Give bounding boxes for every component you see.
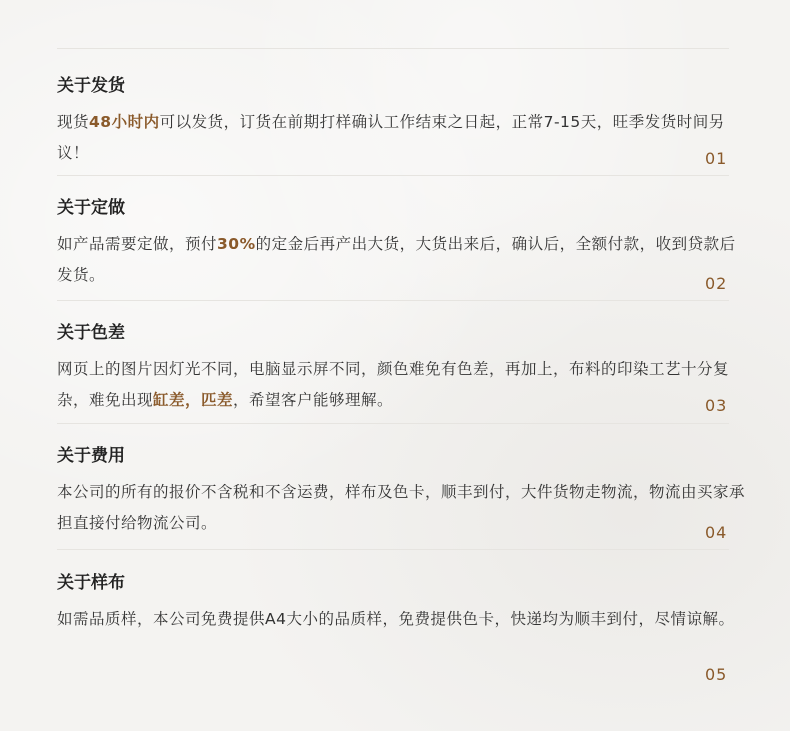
section-body	[57, 107, 747, 169]
divider	[57, 175, 729, 176]
body-highlight: 30%	[217, 235, 256, 253]
body-text: ，希望客户能够理解。	[233, 391, 394, 409]
section-number: 03	[705, 396, 728, 415]
section-samples	[57, 572, 747, 635]
body-text: 网页上的图片因灯光不同，电脑显示屏不同，颜色难免有色差，再加上，布料的印染工艺十分复杂，难免出现	[57, 360, 730, 409]
body-text: 的定金后再产出大货，大货出来后，确认后，全额付款，收到贷款后发货。	[57, 235, 736, 284]
section-body	[57, 477, 747, 539]
section-custom-order	[57, 197, 747, 291]
section-number: 05	[705, 665, 728, 684]
body-text: 如产品需要定做，预付	[57, 235, 218, 253]
divider	[57, 48, 729, 49]
section-body	[57, 354, 747, 416]
body-text: 可以发货，订货在前期打样确认工作结束之日起，正常7-15天，旺季发货时间另议！	[57, 113, 725, 162]
section-title: 关于样布	[57, 573, 125, 593]
section-title: 关于定做	[57, 198, 125, 218]
section-title: 关于费用	[57, 446, 125, 466]
body-highlight: 48小时内	[89, 113, 160, 131]
body-text: 本公司的所有的报价不含税和不含运费，样布及色卡，顺丰到付，大件货物走物流，物流由买家承担直接付给物流公司。	[57, 483, 746, 532]
body-text: 现货	[57, 113, 90, 131]
section-number: 01	[705, 149, 728, 168]
section-fees	[57, 445, 747, 539]
divider	[57, 549, 729, 550]
section-number: 02	[705, 274, 728, 293]
section-color-difference	[57, 322, 747, 416]
section-body	[57, 604, 747, 635]
body-text: 如需品质样，本公司免费提供A4大小的品质样，免费提供色卡，快递均为顺丰到付，尽情谅解。	[57, 610, 735, 628]
section-number: 04	[705, 523, 728, 542]
section-title: 关于色差	[57, 323, 125, 343]
section-title: 关于发货	[57, 76, 125, 96]
section-shipping	[57, 75, 747, 169]
body-highlight: 缸差，匹差	[153, 391, 234, 409]
section-body	[57, 229, 747, 291]
divider	[57, 423, 729, 424]
divider	[57, 300, 729, 301]
